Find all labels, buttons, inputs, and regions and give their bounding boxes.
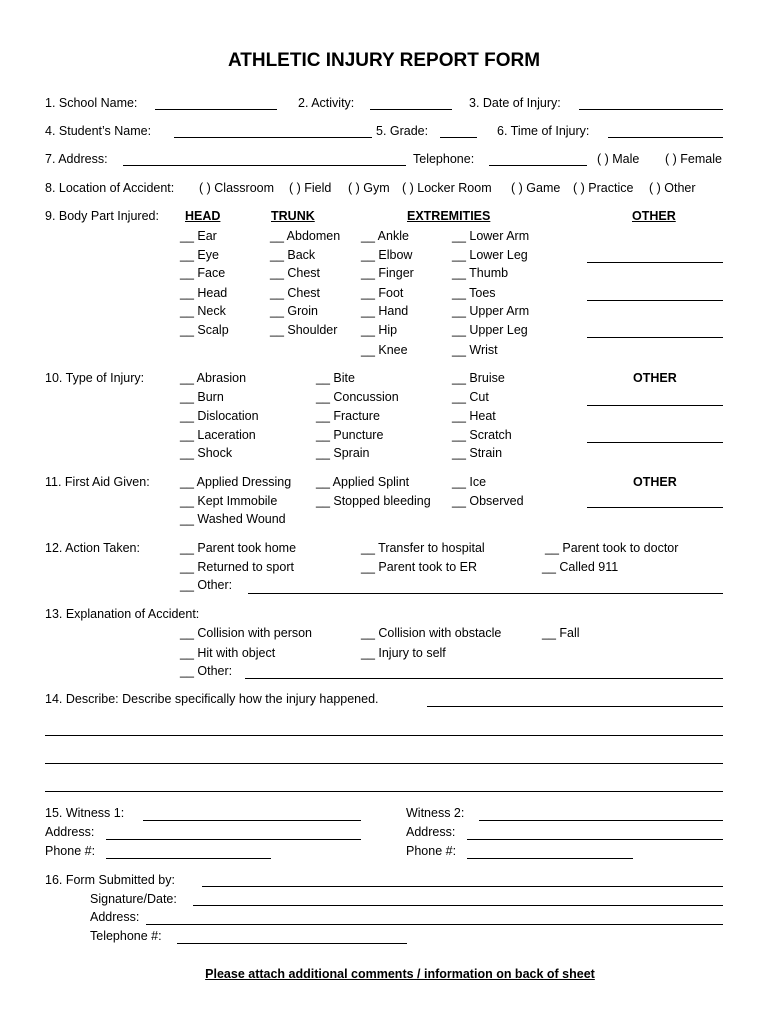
first-aid-option[interactable]: __ Applied Dressing (180, 475, 292, 489)
witness1-phone-label: Phone #: (45, 844, 96, 858)
witness1-label: 15. Witness 1: (45, 806, 125, 820)
time-of-injury-label: 6. Time of Injury: (497, 124, 590, 138)
injury-type-option[interactable]: __ Dislocation (180, 409, 259, 423)
location-option[interactable]: ( ) Classroom (199, 181, 275, 195)
witness1-address-label: Address: (45, 825, 95, 839)
extremity-option[interactable]: __ Upper Leg (452, 323, 528, 337)
trunk-option[interactable]: __ Shoulder (270, 323, 338, 337)
action-other-field[interactable] (248, 593, 723, 594)
first-aid-option[interactable]: __ Stopped bleeding (316, 494, 431, 508)
extremities-header: EXTREMITIES (407, 209, 491, 223)
action-option[interactable]: __ Parent took home (180, 541, 297, 555)
extremity-option[interactable]: __ Ankle (361, 229, 409, 243)
extremity-option[interactable]: __ Toes (452, 286, 496, 300)
explanation-option[interactable]: __ Fall (542, 626, 580, 640)
activity-label: 2. Activity: (298, 96, 355, 110)
location-option[interactable]: ( ) Practice (573, 181, 634, 195)
head-option[interactable]: __ Ear (180, 229, 217, 243)
describe-label: 14. Describe: Describe specifically how the injury happened. (45, 692, 379, 706)
witness1-phone-field[interactable] (106, 858, 271, 859)
signature-date-label: Signature/Date: (90, 892, 177, 906)
injury-type-option[interactable]: __ Bruise (452, 371, 505, 385)
head-option[interactable]: __ Eye (180, 248, 219, 262)
first-aid-option[interactable]: __ Applied Splint (316, 475, 410, 489)
grade-field[interactable] (440, 137, 477, 138)
address-field[interactable] (123, 165, 406, 166)
other-first-aid-field[interactable] (587, 507, 723, 508)
first-aid-label: 11. First Aid Given: (45, 475, 150, 489)
extremity-option[interactable]: __ Knee (361, 343, 408, 357)
location-option[interactable]: ( ) Gym (348, 181, 390, 195)
extremity-option[interactable]: __ Wrist (452, 343, 498, 357)
witness2-field[interactable] (479, 820, 723, 821)
extremity-option[interactable]: __ Lower Leg (452, 248, 528, 262)
extremity-option[interactable]: __ Lower Arm (452, 229, 530, 243)
head-option[interactable]: __ Head (180, 286, 228, 300)
injury-type-option[interactable]: __ Concussion (316, 390, 399, 404)
extremity-option[interactable]: __ Upper Arm (452, 304, 530, 318)
trunk-option[interactable]: __ Back (270, 248, 316, 262)
form-title: ATHLETIC INJURY REPORT FORM (227, 50, 541, 71)
explanation-option[interactable]: __ Collision with obstacle (361, 626, 502, 640)
trunk-header: TRUNK (271, 209, 315, 223)
first-aid-option[interactable]: __ Observed (452, 494, 524, 508)
action-option[interactable]: __ Transfer to hospital (361, 541, 485, 555)
submitter-telephone-field[interactable] (177, 943, 407, 944)
injury-type-option[interactable]: __ Cut (452, 390, 489, 404)
witness2-phone-field[interactable] (467, 858, 633, 859)
explanation-other-label: __ Other: (180, 664, 233, 678)
first-aid-option[interactable]: __ Ice (452, 475, 487, 489)
first-aid-option[interactable]: __ Washed Wound (180, 512, 286, 526)
explanation-option[interactable]: __ Hit with object (180, 646, 276, 660)
footer-note: Please attach additional comments / information on back of sheet (205, 967, 595, 981)
school-name-label: 1. School Name: (45, 96, 138, 110)
female-checkbox[interactable]: ( ) Female (665, 152, 722, 166)
extremity-option[interactable]: __ Thumb (452, 266, 509, 280)
student-name-field[interactable] (174, 137, 372, 138)
witness2-address-field[interactable] (467, 839, 723, 840)
date-of-injury-field[interactable] (579, 109, 723, 110)
submitter-address-label: Address: (90, 910, 140, 924)
school-name-field[interactable] (155, 109, 277, 110)
extremity-option[interactable]: __ Finger (361, 266, 414, 280)
signature-date-field[interactable] (193, 905, 723, 906)
action-other-label: __ Other: (180, 578, 233, 592)
action-option[interactable]: __ Parent took to doctor (545, 541, 679, 555)
injury-type-option[interactable]: __ Heat (452, 409, 496, 423)
extremity-option[interactable]: __ Foot (361, 286, 404, 300)
extremity-option[interactable]: __ Elbow (361, 248, 413, 262)
address-label: 7. Address: (45, 152, 108, 166)
explanation-other-field[interactable] (245, 678, 723, 679)
location-label: 8. Location of Accident: (45, 181, 175, 195)
trunk-option[interactable]: __ Chest (270, 286, 321, 300)
head-option[interactable]: __ Scalp (180, 323, 229, 337)
trunk-option[interactable]: __ Abdomen (270, 229, 341, 243)
head-header: HEAD (185, 209, 221, 223)
submitted-by-label: 16. Form Submitted by: (45, 873, 175, 887)
other-body-part-field[interactable] (587, 262, 723, 263)
location-option[interactable]: ( ) Other (649, 181, 696, 195)
other-header: OTHER (632, 209, 676, 223)
action-option[interactable]: __ Parent took to ER (361, 560, 478, 574)
explanation-option[interactable]: __ Collision with person (180, 626, 313, 640)
student-name-label: 4. Student’s Name: (45, 124, 152, 138)
type-of-injury-label: 10. Type of Injury: (45, 371, 145, 385)
witness1-address-field[interactable] (106, 839, 361, 840)
body-part-label: 9. Body Part Injured: (45, 209, 159, 223)
trunk-option[interactable]: __ Chest (270, 266, 321, 280)
injury-type-option[interactable]: __ Bite (316, 371, 355, 385)
location-option[interactable]: ( ) Field (289, 181, 332, 195)
first-aid-option[interactable]: __ Kept Immobile (180, 494, 278, 508)
action-option[interactable]: __ Called 911 (542, 560, 619, 574)
activity-field[interactable] (370, 109, 452, 110)
other-injury-field[interactable] (587, 442, 723, 443)
time-of-injury-field[interactable] (608, 137, 723, 138)
injury-type-option[interactable]: __ Puncture (316, 428, 384, 442)
injury-type-option[interactable]: __ Sprain (316, 446, 370, 460)
submitter-address-field[interactable] (146, 924, 723, 925)
date-of-injury-label: 3. Date of Injury: (469, 96, 561, 110)
telephone-label: Telephone: (413, 152, 475, 166)
location-option[interactable]: ( ) Locker Room (402, 181, 492, 195)
witness2-label: Witness 2: (406, 806, 465, 820)
injury-other-header: OTHER (633, 371, 677, 385)
explanation-label: 13. Explanation of Accident: (45, 607, 200, 621)
action-option[interactable]: __ Returned to sport (180, 560, 294, 574)
injury-type-option[interactable]: __ Abrasion (180, 371, 247, 385)
injury-type-option[interactable]: __ Burn (180, 390, 224, 404)
telephone-field[interactable] (489, 165, 587, 166)
male-checkbox[interactable]: ( ) Male (597, 152, 640, 166)
location-option[interactable]: ( ) Game (511, 181, 561, 195)
other-injury-field[interactable] (587, 405, 723, 406)
witness2-address-label: Address: (406, 825, 456, 839)
injury-type-option[interactable]: __ Strain (452, 446, 503, 460)
injury-type-option[interactable]: __ Scratch (452, 428, 512, 442)
head-option[interactable]: __ Face (180, 266, 226, 280)
injury-type-option[interactable]: __ Laceration (180, 428, 256, 442)
injury-type-option[interactable]: __ Shock (180, 446, 233, 460)
submitted-by-field[interactable] (202, 886, 723, 887)
extremity-option[interactable]: __ Hip (361, 323, 398, 337)
first-aid-other-header: OTHER (633, 475, 677, 489)
grade-label: 5. Grade: (376, 124, 429, 138)
witness2-phone-label: Phone #: (406, 844, 457, 858)
action-taken-label: 12. Action Taken: (45, 541, 140, 555)
describe-field[interactable] (45, 763, 723, 764)
witness1-field[interactable] (143, 820, 361, 821)
other-body-part-field[interactable] (587, 337, 723, 338)
other-body-part-field[interactable] (587, 300, 723, 301)
describe-field[interactable] (45, 791, 723, 792)
extremity-option[interactable]: __ Hand (361, 304, 409, 318)
explanation-option[interactable]: __ Injury to self (361, 646, 446, 660)
describe-field[interactable] (427, 706, 723, 707)
submitter-telephone-label: Telephone #: (90, 929, 162, 943)
injury-type-option[interactable]: __ Fracture (316, 409, 380, 423)
describe-field[interactable] (45, 735, 723, 736)
head-option[interactable]: __ Neck (180, 304, 226, 318)
trunk-option[interactable]: __ Groin (270, 304, 318, 318)
